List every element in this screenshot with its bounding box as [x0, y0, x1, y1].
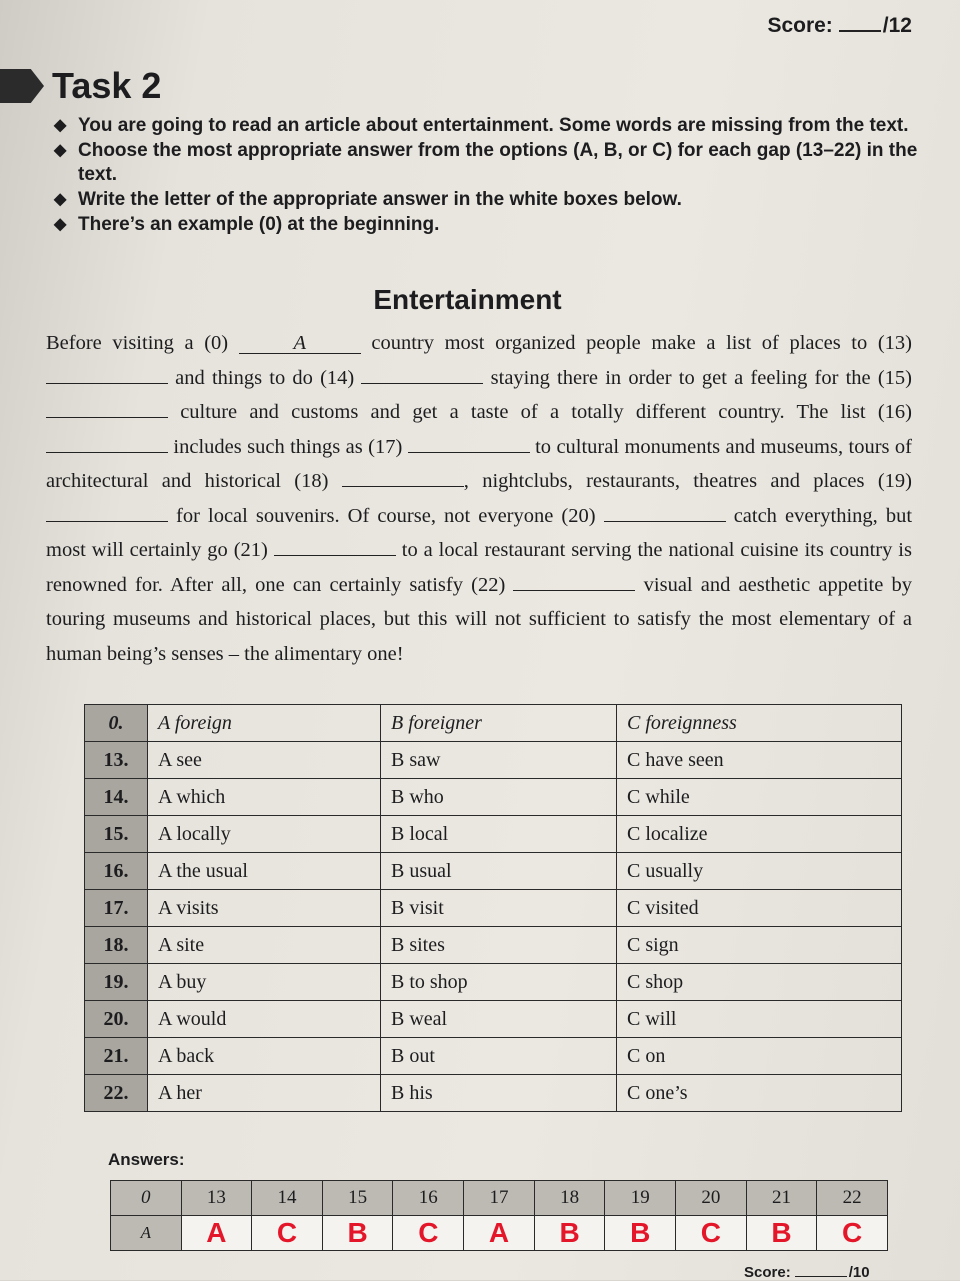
gap-blank[interactable] — [361, 383, 483, 384]
option-number: 21. — [85, 1038, 148, 1075]
option-number: 16. — [85, 853, 148, 890]
option-b: B out — [381, 1038, 617, 1075]
article-segment: to a local restaurant serving the national cuisine its country is renowned for. After all, one can certainly satisfy — [46, 539, 912, 596]
gap-number: (18) — [294, 470, 329, 492]
option-c: C usually — [617, 853, 902, 890]
option-b: B who — [381, 779, 617, 816]
instructions-list — [52, 114, 922, 238]
option-a: A buy — [148, 964, 381, 1001]
option-b: B visit — [381, 890, 617, 927]
diamond-bullet-icon: ◆ — [54, 216, 67, 233]
option-a: A see — [148, 742, 381, 779]
article-segment: culture and customs and get a taste of a totally different country. The list — [168, 401, 878, 423]
option-row — [85, 779, 902, 816]
option-a: A which — [148, 779, 381, 816]
article-title: Entertainment — [373, 284, 562, 315]
option-b: B to shop — [381, 964, 617, 1001]
article-text — [22, 326, 912, 671]
option-row — [85, 853, 902, 890]
option-a: A site — [148, 927, 381, 964]
option-row — [85, 742, 902, 779]
option-b: B local — [381, 816, 617, 853]
option-b: B usual — [381, 853, 617, 890]
gap-blank[interactable] — [46, 452, 168, 453]
answer-letter-box[interactable]: B — [605, 1216, 676, 1251]
gap-blank[interactable]: A — [239, 333, 361, 354]
option-number: 20. — [85, 1001, 148, 1038]
option-row — [85, 927, 902, 964]
score-bottom-blank[interactable] — [795, 1276, 847, 1277]
score-bottom-max: /10 — [848, 1264, 870, 1281]
option-b: B his — [381, 1075, 617, 1112]
answer-number-cell: 19 — [605, 1181, 676, 1216]
option-row — [85, 964, 902, 1001]
answer-number-cell: 17 — [464, 1181, 535, 1216]
instruction-text: Write the letter of the appropriate answer in the white boxes below. — [78, 189, 682, 210]
article-segment: Before visiting a — [46, 332, 205, 354]
answer-number-cell: 14 — [252, 1181, 323, 1216]
score-top-label: Score: — [767, 14, 833, 37]
gap-number: (17) — [368, 435, 403, 458]
option-a: A locally — [148, 816, 381, 853]
option-row — [85, 816, 902, 853]
option-row — [85, 1001, 902, 1038]
gap-number: (19) — [877, 470, 912, 492]
answer-letter-box[interactable]: B — [322, 1216, 393, 1251]
option-c: C visited — [617, 890, 902, 927]
option-a: A foreign — [148, 705, 381, 742]
options-table — [84, 704, 902, 1112]
answers-letter-row — [111, 1216, 888, 1251]
option-b: B foreigner — [381, 705, 617, 742]
gap-number: (13) — [877, 332, 913, 354]
gap-blank[interactable] — [408, 452, 530, 453]
option-number: 19. — [85, 964, 148, 1001]
instruction-text: There’s an example (0) at the beginning. — [78, 214, 440, 235]
answer-letter-box[interactable]: C — [817, 1216, 888, 1251]
gap-number: (21) — [233, 539, 268, 561]
gap-blank[interactable] — [274, 555, 396, 556]
article-segment: visual and aesthetic appetite by touring museums and historical places, but this will not sufficient to satisfy the most elementary of a human being’s senses – the alimentary one! — [46, 573, 912, 665]
gap-blank[interactable] — [342, 486, 464, 487]
option-a: A back — [148, 1038, 381, 1075]
instruction-item — [52, 188, 922, 212]
option-c: C on — [617, 1038, 902, 1075]
instruction-text: Choose the most appropriate answer from the options (A, B, or C) for each gap (13–22) in the text. — [78, 140, 918, 185]
score-bottom — [744, 1264, 870, 1281]
option-number: 14. — [85, 779, 148, 816]
task-header — [0, 64, 161, 108]
diamond-bullet-icon: ◆ — [54, 117, 67, 134]
option-row — [85, 890, 902, 927]
answer-letter-box[interactable]: A — [464, 1216, 535, 1251]
gap-number: (22) — [471, 573, 506, 596]
answer-number-cell: 21 — [746, 1181, 817, 1216]
answer-letter-box[interactable]: A — [181, 1216, 252, 1251]
task-title: Task 2 — [52, 65, 162, 106]
option-number: 0. — [85, 705, 148, 742]
article-segment: for local souvenirs. Of course, not everyone — [168, 504, 562, 527]
diamond-bullet-icon: ◆ — [54, 142, 67, 159]
gap-blank[interactable] — [513, 590, 635, 591]
option-number: 15. — [85, 816, 148, 853]
option-a: A visits — [148, 890, 381, 927]
instruction-item — [52, 114, 922, 138]
option-number: 13. — [85, 742, 148, 779]
option-c: C one’s — [617, 1075, 902, 1112]
option-row — [85, 1038, 902, 1075]
option-c: C have seen — [617, 742, 902, 779]
score-bottom-label: Score: — [744, 1264, 791, 1281]
gap-number: (20) — [561, 504, 596, 527]
answer-letter-box[interactable]: C — [676, 1216, 747, 1251]
option-b: B weal — [381, 1001, 617, 1038]
option-row — [85, 1075, 902, 1112]
gap-number: (14) — [320, 366, 355, 389]
option-a: A the usual — [148, 853, 381, 890]
option-number: 22. — [85, 1075, 148, 1112]
answer-number-cell: 0 — [111, 1181, 182, 1216]
score-top — [767, 14, 912, 38]
example-row — [85, 705, 902, 742]
answers-table — [110, 1180, 888, 1251]
gap-number: (15) — [877, 366, 912, 389]
option-number: 17. — [85, 890, 148, 927]
option-c: C localize — [617, 816, 902, 853]
answer-number-cell: 20 — [676, 1181, 747, 1216]
instruction-text: You are going to read an article about entertainment. Some words are missing from the text. — [78, 115, 909, 136]
option-b: B saw — [381, 742, 617, 779]
answers-label: Answers: — [108, 1150, 185, 1169]
answer-number-cell: 15 — [322, 1181, 393, 1216]
gap-number: (16) — [877, 401, 912, 423]
option-c: C will — [617, 1001, 902, 1038]
option-b: B sites — [381, 927, 617, 964]
option-c: C while — [617, 779, 902, 816]
option-a: A would — [148, 1001, 381, 1038]
instruction-item — [52, 139, 922, 187]
article-segment: country most organized people make a list of places to — [360, 332, 878, 354]
answer-number-cell: 13 — [181, 1181, 252, 1216]
option-c: C sign — [617, 927, 902, 964]
gap-number: (0) — [204, 332, 229, 354]
gap-blank[interactable] — [604, 521, 726, 522]
score-top-blank[interactable] — [839, 30, 881, 32]
example-answer-cell: A — [111, 1216, 182, 1251]
article-segment: staying there in order to get a feeling for the — [483, 366, 878, 389]
article-segment: and things to do — [168, 366, 321, 389]
diamond-bullet-icon: ◆ — [54, 191, 67, 208]
article-segment: , nightclubs, restaurants, theatres and places — [463, 470, 878, 492]
answer-number-cell: 16 — [393, 1181, 464, 1216]
article-segment: to cultural monuments and museums, tours of architectural and historical — [46, 435, 912, 492]
gap-blank[interactable] — [46, 383, 168, 384]
answer-letter-box[interactable]: B — [534, 1216, 605, 1251]
option-a: A her — [148, 1075, 381, 1112]
answers-number-row — [111, 1181, 888, 1216]
instruction-item — [52, 213, 922, 237]
gap-blank[interactable] — [46, 521, 168, 522]
arrow-flag-icon — [0, 69, 44, 103]
option-c: C shop — [617, 964, 902, 1001]
score-top-max: /12 — [882, 14, 912, 37]
article-paragraph — [22, 326, 912, 671]
answer-number-cell: 22 — [817, 1181, 888, 1216]
article-segment: catch everything, but most will certainly go — [46, 504, 913, 561]
article-segment: includes such things as — [168, 435, 369, 458]
answer-number-cell: 18 — [534, 1181, 605, 1216]
option-number: 18. — [85, 927, 148, 964]
answer-letter-box[interactable]: C — [252, 1216, 323, 1251]
gap-blank[interactable] — [46, 417, 168, 418]
option-c: C foreignness — [617, 705, 902, 742]
answer-letter-box[interactable]: B — [746, 1216, 817, 1251]
answer-letter-box[interactable]: C — [393, 1216, 464, 1251]
